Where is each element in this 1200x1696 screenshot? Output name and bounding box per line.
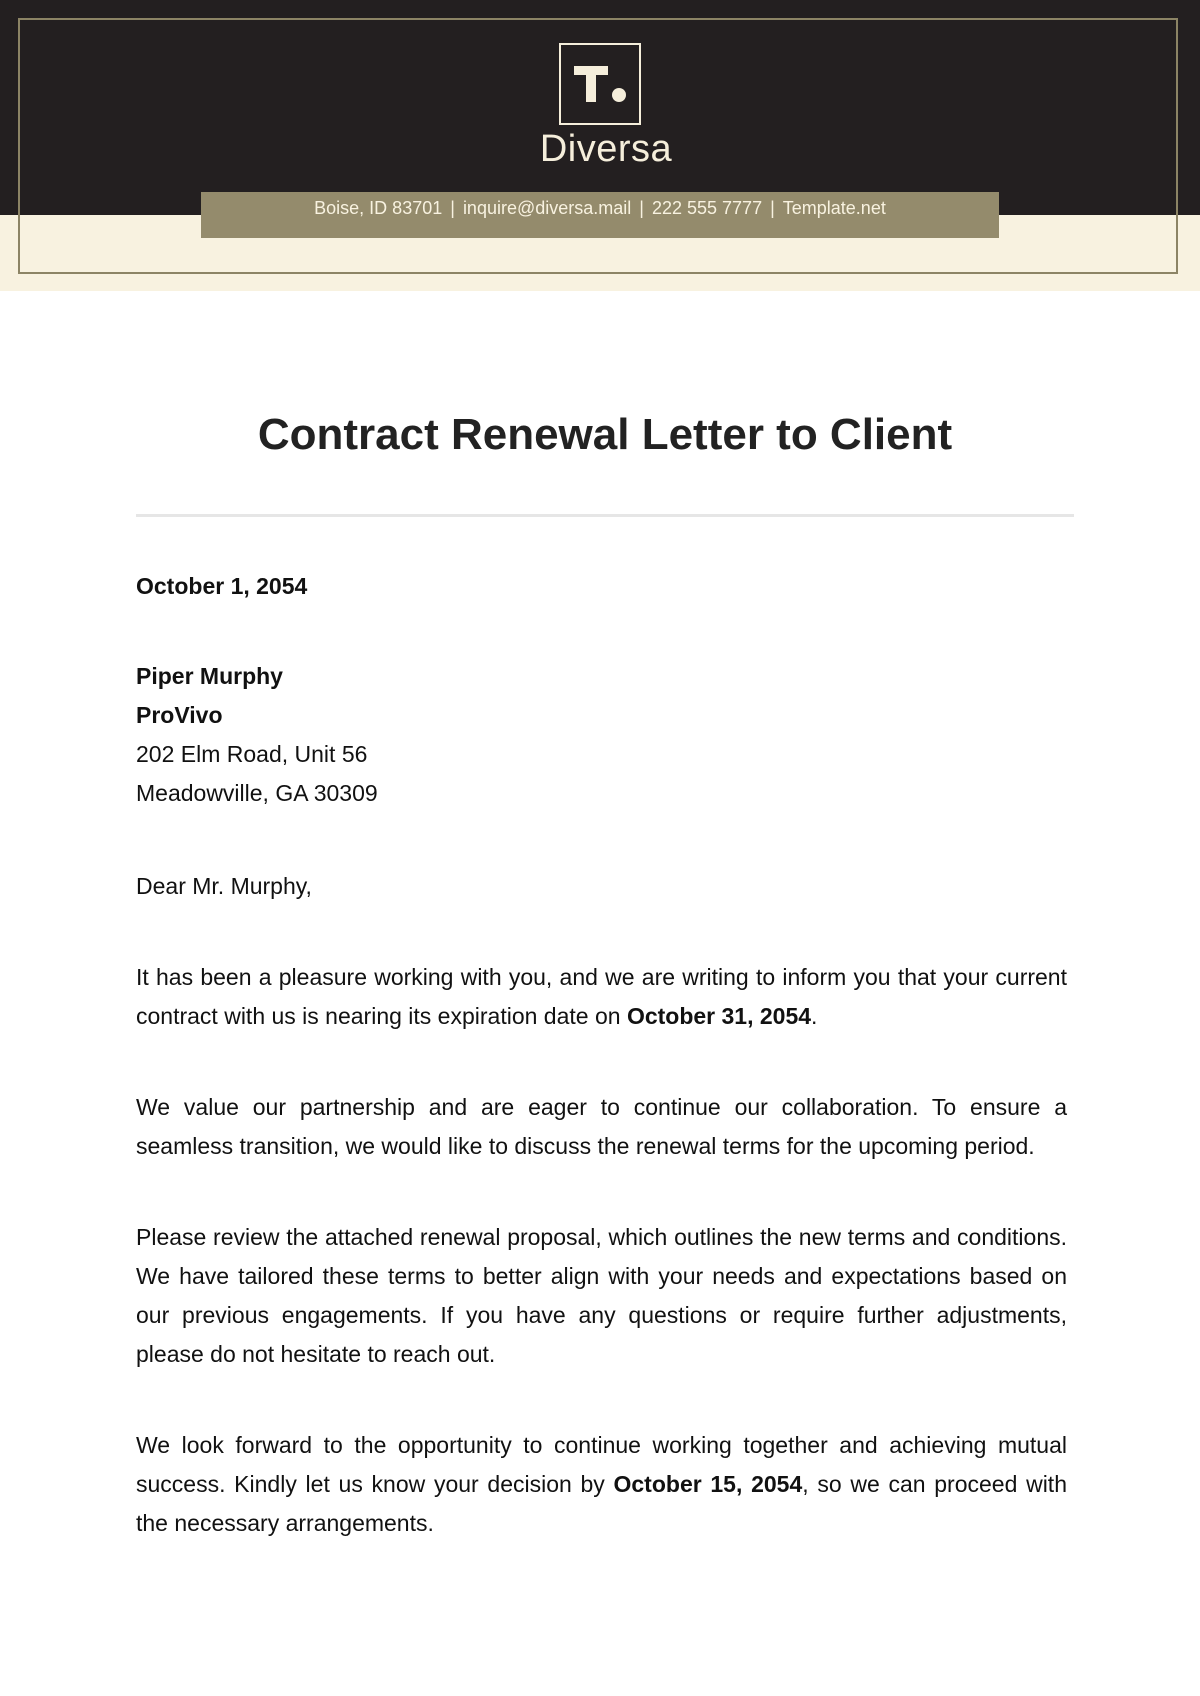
contact-phone: 222 555 7777 [651, 198, 763, 218]
contact-website[interactable]: Template.net [782, 198, 886, 218]
expiration-date: October 31, 2054 [626, 1003, 812, 1029]
paragraph-4 [136, 1426, 1067, 1543]
document-title: Contract Renewal Letter to Client [257, 410, 953, 459]
paragraph-4-end: , so we can proceed with the necessary arrangements. [136, 1471, 1067, 1536]
contact-separator: | [770, 198, 775, 218]
recipient-address-block [136, 657, 1067, 813]
paragraph-1-end: . [811, 1003, 818, 1029]
contact-address: Boise, ID 83701 [314, 198, 443, 218]
letter-date: October 1, 2054 [136, 573, 308, 599]
company-logo [559, 43, 641, 125]
paragraph-3: Please review the attached renewal proposal, which outlines the new terms and conditions. We have tailored these terms to better align with your needs and expectations based on our previous engagements. If you have any questions or require further adjustments, please do not hesitate to reach out. [136, 1224, 1067, 1367]
recipient-name: Piper Murphy [136, 663, 283, 689]
contact-bar [201, 192, 999, 238]
paragraph-1 [136, 958, 1067, 1036]
recipient-company: ProVivo [136, 702, 223, 728]
paragraph-2: We value our partnership and are eager to continue our collaboration. To ensure a seamless transition, we would like to discuss the renewal terms for the upcoming period. [136, 1094, 1067, 1159]
contact-separator: | [639, 198, 644, 218]
paragraph-4-text: We look forward to the opportunity to continue working together and achieving mutual success. Kindly let us know your decision by [136, 1432, 1067, 1497]
logo-t-mark-icon [570, 60, 630, 108]
company-name: Diversa [539, 128, 673, 170]
paragraph-1-text: It has been a pleasure working with you, and we are writing to inform you that your current contract with us is nearing its expiration date on [136, 964, 1067, 1029]
contact-separator: | [450, 198, 455, 218]
letterhead [0, 0, 1200, 291]
decision-deadline: October 15, 2054 [613, 1471, 803, 1497]
salutation: Dear Mr. Murphy, [136, 873, 312, 899]
recipient-street: 202 Elm Road, Unit 56 [136, 741, 368, 767]
recipient-city-line: Meadowville, GA 30309 [136, 780, 378, 806]
title-divider [136, 514, 1074, 517]
contact-email[interactable]: inquire@diversa.mail [462, 198, 632, 218]
